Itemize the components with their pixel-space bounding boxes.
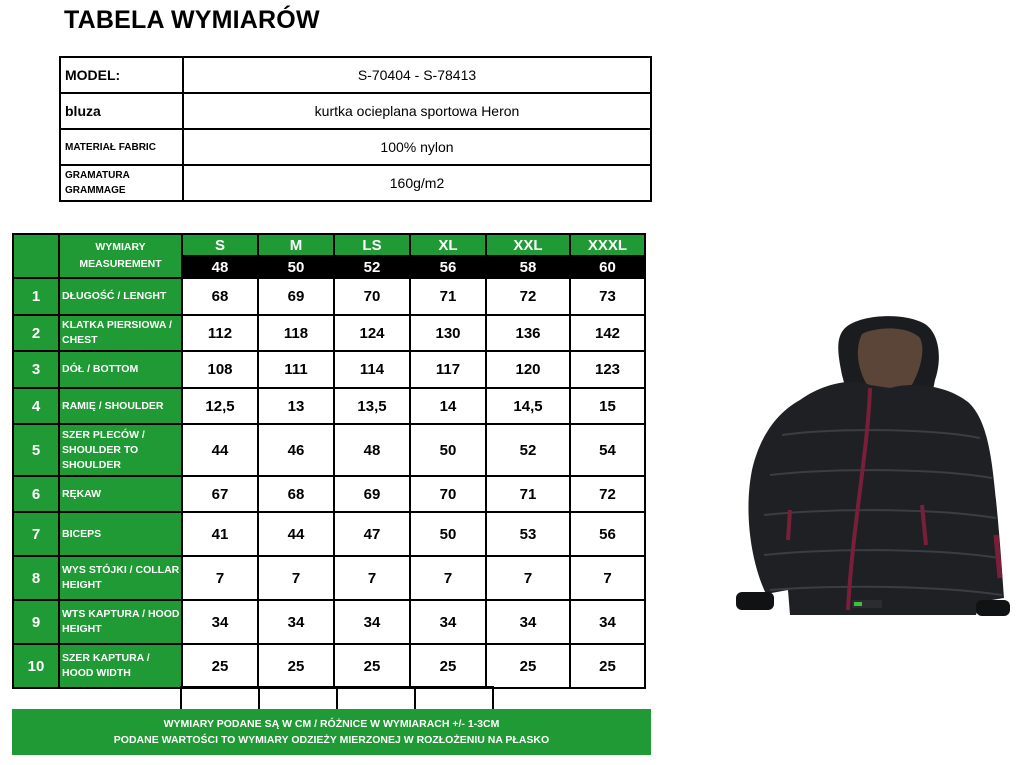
measurement-header-pl: WYMIARY (95, 241, 146, 253)
table-cell: 34 (258, 600, 334, 644)
table-cell: 123 (570, 351, 645, 388)
measurement-label-line: WTS KAPTURA / HOOD (62, 608, 180, 620)
measurement-label-line: RAMIĘ / SHOULDER (62, 399, 164, 412)
table-cell: 120 (486, 351, 570, 388)
table-row (13, 351, 645, 388)
table-cell: 71 (486, 476, 570, 512)
eu-size: 52 (334, 256, 410, 278)
table-cell: 25 (334, 644, 410, 688)
table-cell: 25 (182, 644, 258, 688)
empty-cell (259, 687, 337, 711)
table-cell: 14 (410, 388, 486, 424)
table-cell: 12,5 (182, 388, 258, 424)
row-number: 8 (13, 556, 59, 600)
empty-cell (337, 687, 415, 711)
measurement-label (59, 512, 182, 556)
measurement-label-line: RĘKAW (62, 487, 102, 500)
size-label: XL (410, 234, 486, 256)
table-row (13, 388, 645, 424)
size-label: XXL (486, 234, 570, 256)
info-row-gramatura (60, 165, 651, 201)
measurement-label (59, 644, 182, 688)
footer-note (12, 709, 651, 755)
table-cell: 118 (258, 315, 334, 351)
table-cell: 70 (410, 476, 486, 512)
eu-size: 48 (182, 256, 258, 278)
table-cell: 25 (570, 644, 645, 688)
eu-size: 56 (410, 256, 486, 278)
table-cell: 50 (410, 512, 486, 556)
table-row (13, 644, 645, 688)
table-row (13, 315, 645, 351)
material-value: 100% nylon (183, 129, 651, 165)
size-label: S (182, 234, 258, 256)
row-number: 4 (13, 388, 59, 424)
measurement-label-line: BICEPS (62, 527, 102, 540)
measurement-label (59, 556, 182, 600)
table-cell: 47 (334, 512, 410, 556)
measurement-label-line: DŁUGOŚĆ / LENGHT (62, 290, 167, 302)
measurement-label (59, 315, 182, 351)
table-cell: 13 (258, 388, 334, 424)
table-cell: 25 (258, 644, 334, 688)
table-cell: 124 (334, 315, 410, 351)
measurement-label-line: DÓŁ / BOTTOM (62, 363, 139, 375)
eu-size: 58 (486, 256, 570, 278)
row-number: 2 (13, 315, 59, 351)
measurement-label-line: HEIGHT (62, 579, 102, 591)
table-cell: 142 (570, 315, 645, 351)
jacket-photo-icon (730, 310, 1025, 630)
table-cell: 14,5 (486, 388, 570, 424)
table-cell: 7 (486, 556, 570, 600)
table-cell: 13,5 (334, 388, 410, 424)
measurement-header (59, 234, 182, 278)
table-cell: 44 (258, 512, 334, 556)
table-cell: 7 (410, 556, 486, 600)
table-cell: 7 (570, 556, 645, 600)
table-cell: 25 (410, 644, 486, 688)
table-cell: 72 (486, 278, 570, 315)
table-cell: 130 (410, 315, 486, 351)
table-cell: 53 (486, 512, 570, 556)
table-cell: 50 (410, 424, 486, 476)
measurement-label (59, 388, 182, 424)
table-cell: 69 (334, 476, 410, 512)
measurement-label-line: HEIGHT (62, 623, 102, 635)
table-cell: 7 (182, 556, 258, 600)
measurement-label (59, 600, 182, 644)
eu-size: 60 (570, 256, 645, 278)
table-cell: 52 (486, 424, 570, 476)
table-cell: 69 (258, 278, 334, 315)
table-cell: 112 (182, 315, 258, 351)
table-row (13, 600, 645, 644)
gramatura-value: 160g/m2 (183, 165, 651, 201)
size-table (12, 233, 646, 689)
info-row-material (60, 129, 651, 165)
gramatura-label-line1: GRAMATURA (65, 170, 130, 181)
row-number: 9 (13, 600, 59, 644)
table-cell: 34 (410, 600, 486, 644)
table-cell: 7 (334, 556, 410, 600)
page-title: TABELA WYMIARÓW (64, 6, 320, 34)
size-label: M (258, 234, 334, 256)
table-cell: 72 (570, 476, 645, 512)
measurement-label-line: CHEST (62, 334, 98, 346)
table-cell: 117 (410, 351, 486, 388)
table-cell: 34 (182, 600, 258, 644)
measurement-label-line: WYS STÓJKI / COLLAR (62, 564, 180, 576)
measurement-label-line: SZER KAPTURA / (62, 652, 150, 664)
measurement-label-line: HOOD WIDTH (62, 667, 131, 679)
table-cell: 67 (182, 476, 258, 512)
footer-line-2: PODANE WARTOŚCI TO WYMIARY ODZIEŻY MIERZONEJ W ROZŁOŻENIU NA PŁASKO (113, 734, 550, 746)
row-number: 6 (13, 476, 59, 512)
table-cell: 34 (570, 600, 645, 644)
product-info-table (59, 56, 652, 202)
measurement-label-line: SHOULDER (62, 458, 121, 471)
eu-size: 50 (258, 256, 334, 278)
table-cell: 73 (570, 278, 645, 315)
table-cell: 34 (486, 600, 570, 644)
measurement-label (59, 424, 182, 476)
table-cell: 68 (258, 476, 334, 512)
size-label: LS (334, 234, 410, 256)
table-cell: 136 (486, 315, 570, 351)
empty-cell (415, 687, 493, 711)
table-cell: 71 (410, 278, 486, 315)
footer-line-1: WYMIARY PODANE SĄ W CM / RÓŻNICE W WYMIARACH +/- 1-3CM (163, 718, 500, 730)
measurement-label-line: SZER PLECÓW / (62, 428, 145, 441)
material-label: MATERIAŁ FABRIC (60, 129, 183, 165)
gramatura-label-line2: GRAMMAGE (65, 185, 126, 196)
table-row (13, 556, 645, 600)
measurement-label (59, 476, 182, 512)
table-row (13, 512, 645, 556)
table-cell: 46 (258, 424, 334, 476)
info-row-model (60, 57, 651, 93)
table-cell: 108 (182, 351, 258, 388)
measurement-label (59, 278, 182, 315)
table-cell: 44 (182, 424, 258, 476)
row-number: 7 (13, 512, 59, 556)
table-cell: 68 (182, 278, 258, 315)
row-number: 5 (13, 424, 59, 476)
info-row-bluza (60, 93, 651, 129)
model-value: S-70404 - S-78413 (183, 57, 651, 93)
table-cell: 56 (570, 512, 645, 556)
table-row (13, 476, 645, 512)
table-cell: 7 (258, 556, 334, 600)
measurement-label (59, 351, 182, 388)
empty-cell (181, 687, 259, 711)
table-cell: 111 (258, 351, 334, 388)
table-cell: 70 (334, 278, 410, 315)
table-cell: 25 (486, 644, 570, 688)
gramatura-label (60, 165, 183, 201)
size-header-row (13, 234, 645, 256)
table-cell: 34 (334, 600, 410, 644)
row-number: 10 (13, 644, 59, 688)
table-cell: 114 (334, 351, 410, 388)
table-cell: 41 (182, 512, 258, 556)
row-number: 1 (13, 278, 59, 315)
bluza-value: kurtka ocieplana sportowa Heron (183, 93, 651, 129)
row-number: 3 (13, 351, 59, 388)
measurement-label-line: SHOULDER TO (62, 443, 139, 456)
table-row (13, 278, 645, 315)
table-cell: 54 (570, 424, 645, 476)
size-label: XXXL (570, 234, 645, 256)
table-cell: 48 (334, 424, 410, 476)
corner-cell (13, 234, 59, 278)
measurement-header-en: MEASUREMENT (79, 258, 162, 270)
table-row (13, 424, 645, 476)
table-cell: 15 (570, 388, 645, 424)
bluza-label: bluza (60, 93, 183, 129)
measurement-label-line: KLATKA PIERSIOWA / (62, 319, 172, 331)
empty-row (181, 687, 493, 711)
model-label: MODEL: (60, 57, 183, 93)
